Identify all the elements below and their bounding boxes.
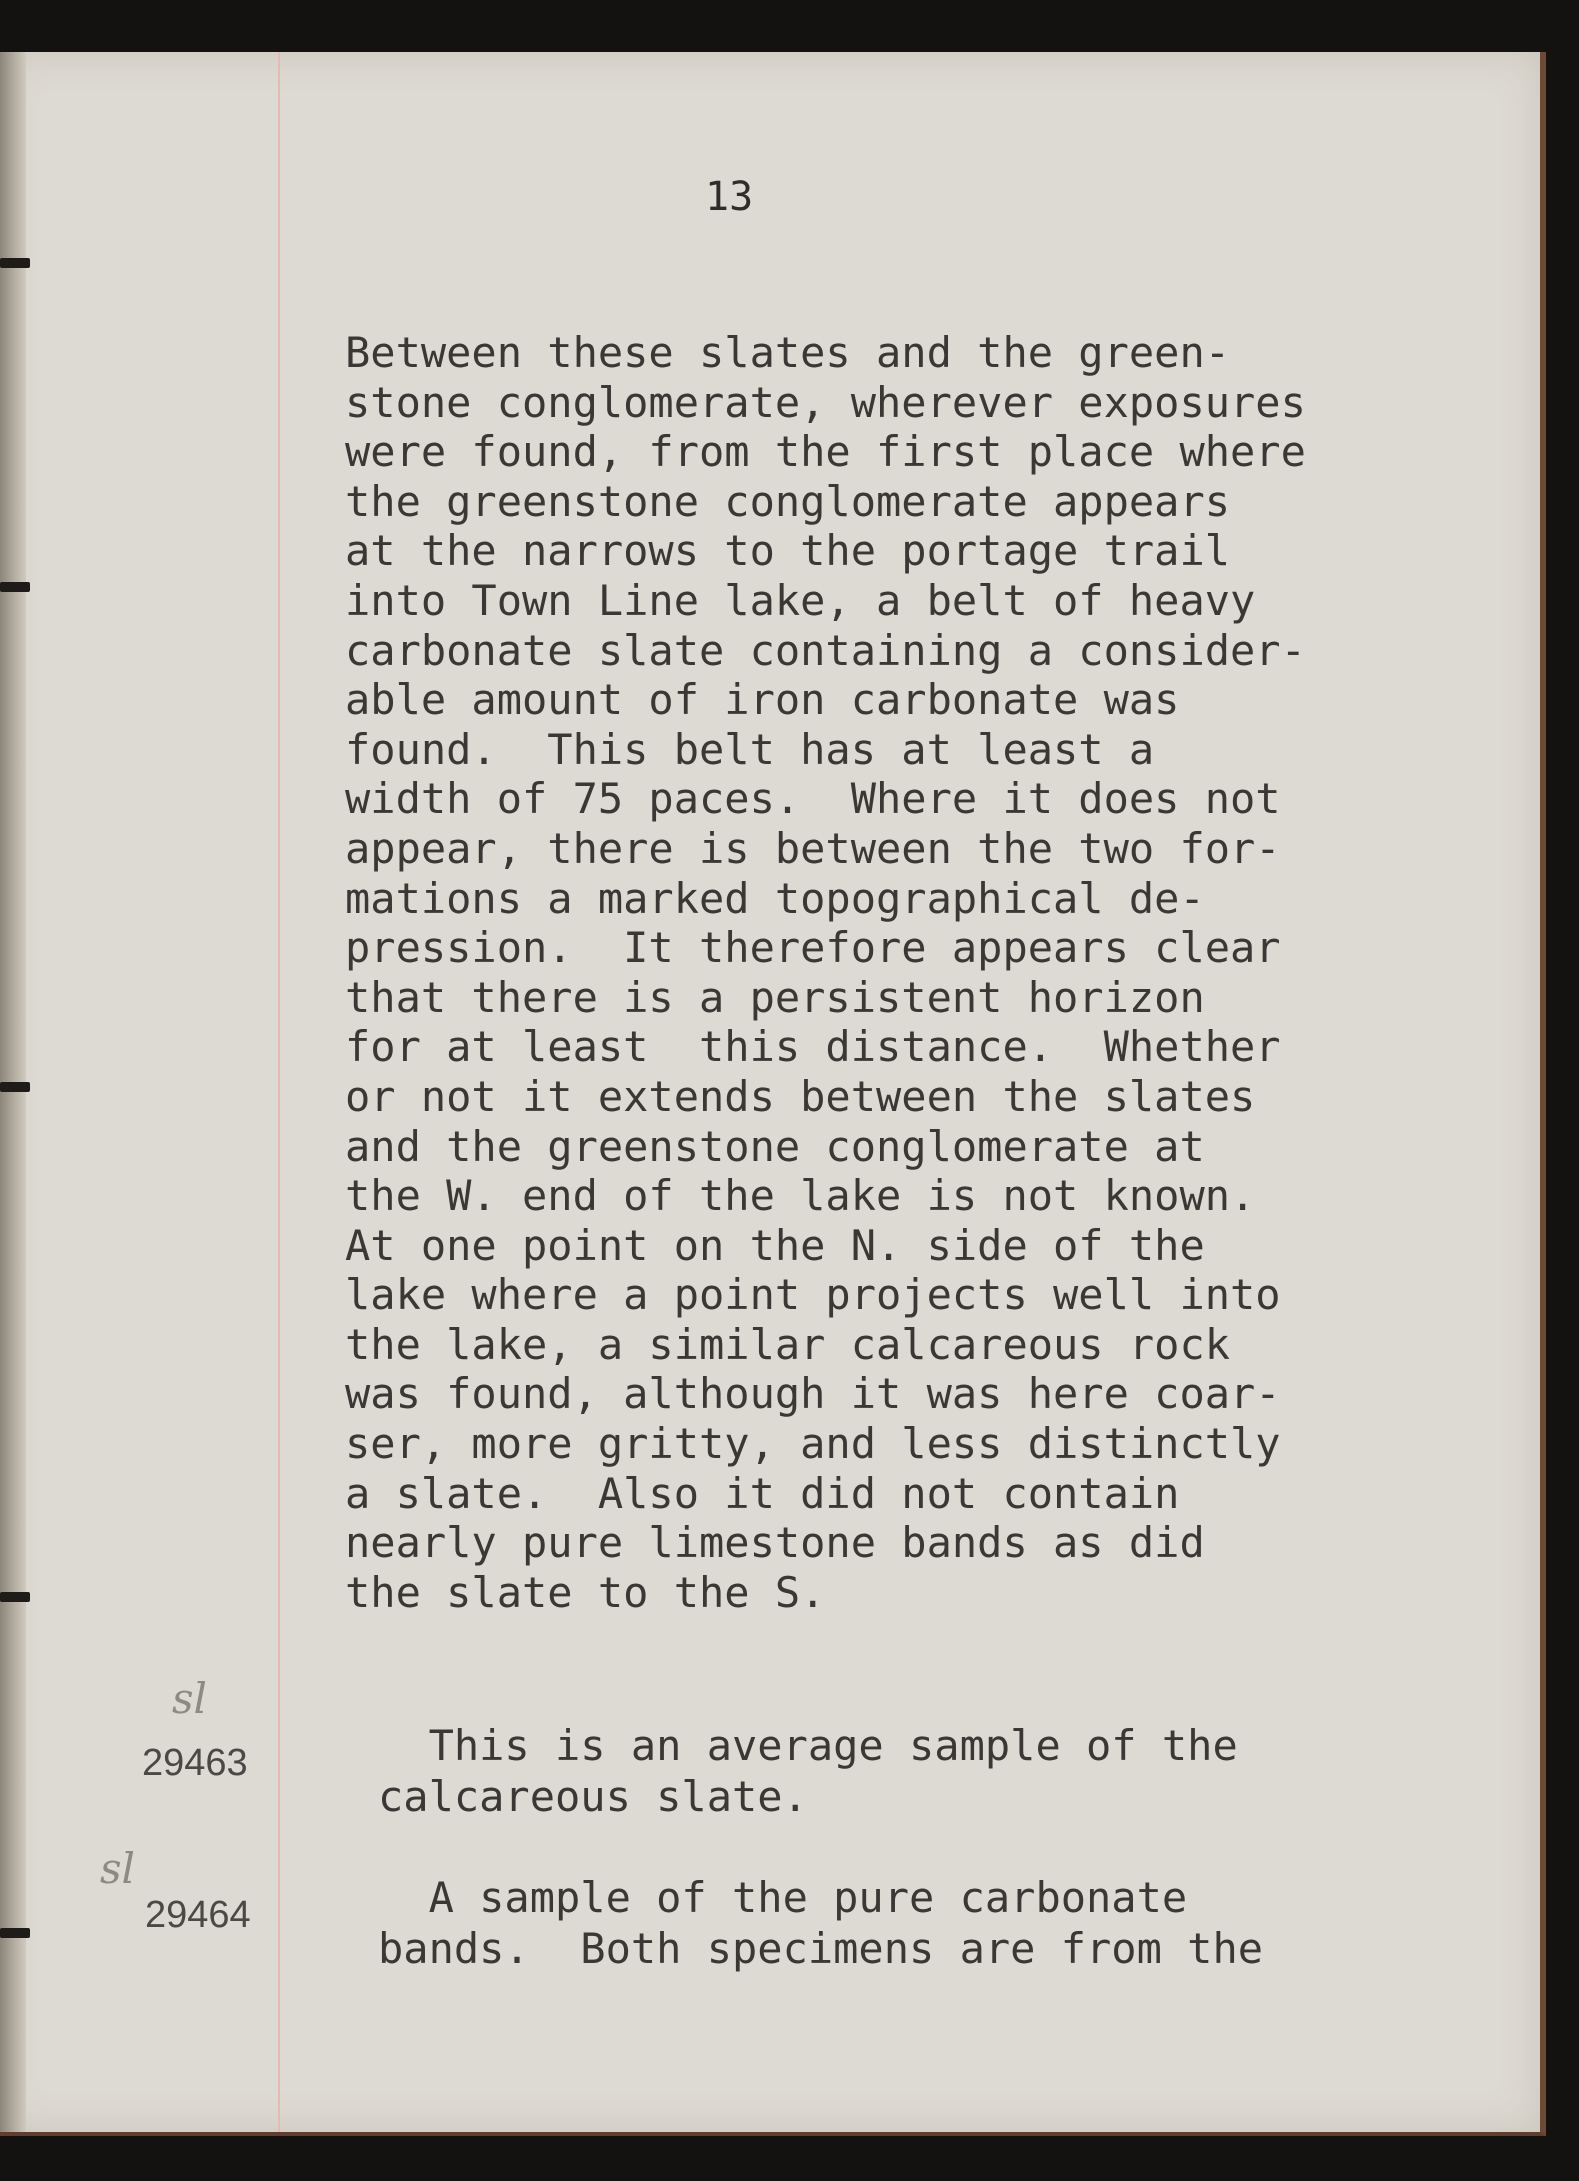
paragraph-line: was found, although it was here coar- xyxy=(345,1369,1281,1419)
specimen-number: 29463 xyxy=(142,1742,248,1784)
paragraph-line: ser, more gritty, and less distinctly xyxy=(345,1419,1281,1469)
paragraph-line: were found, from the first place where xyxy=(345,427,1306,477)
page-sheet xyxy=(0,52,1546,2136)
binder-ring-icon xyxy=(0,582,30,592)
specimen-description: A sample of the pure carbonate bands. Both specimens are from the xyxy=(378,1873,1264,1973)
paragraph-line: lake where a point projects well into xyxy=(345,1270,1281,1320)
paragraph-line: and the greenstone conglomerate at xyxy=(345,1121,1205,1171)
main-paragraph xyxy=(345,328,1306,1617)
paragraph-line: the greenstone conglomerate appears xyxy=(345,476,1231,526)
paragraph-line: the W. end of the lake is not known. xyxy=(345,1171,1256,1221)
paragraph-line: able amount of iron carbonate was xyxy=(345,675,1180,725)
paragraph-line: appear, there is between the two for- xyxy=(345,823,1281,873)
paragraph-line: Between these slates and the green- xyxy=(345,328,1231,377)
paragraph-line: a slate. Also it did not contain xyxy=(345,1468,1180,1518)
paragraph-line: stone conglomerate, wherever exposures xyxy=(345,377,1306,427)
paragraph-line: that there is a persistent horizon xyxy=(345,972,1205,1022)
specimen-description: This is an average sample of the calcareous slate. xyxy=(378,1721,1238,1821)
paragraph-line: or not it extends between the slates xyxy=(345,1071,1256,1121)
notebook-binding xyxy=(0,52,26,2132)
margin-annotation: sl xyxy=(100,1844,135,1893)
specimen-number: 29464 xyxy=(145,1894,251,1936)
page-number: 13 xyxy=(705,174,754,220)
paragraph-line: the slate to the S. xyxy=(345,1567,826,1617)
paragraph-line: at the narrows to the portage trail xyxy=(345,526,1231,576)
paragraph-line: for at least this distance. Whether xyxy=(345,1022,1281,1072)
binder-ring-icon xyxy=(0,1082,30,1092)
paragraph-line: found. This belt has at least a xyxy=(345,724,1155,774)
binder-ring-icon xyxy=(0,258,30,268)
margin-rule xyxy=(278,52,280,2132)
paragraph-line: into Town Line lake, a belt of heavy xyxy=(345,575,1256,625)
paragraph-line: At one point on the N. side of the xyxy=(345,1220,1205,1270)
paragraph-line: pression. It therefore appears clear xyxy=(345,923,1281,973)
margin-annotation: sl xyxy=(172,1674,207,1723)
binder-ring-icon xyxy=(0,1928,30,1938)
paragraph-line: mations a marked topographical de- xyxy=(345,873,1205,923)
paragraph-line: carbonate slate containing a consider- xyxy=(345,625,1306,675)
paragraph-line: nearly pure limestone bands as did xyxy=(345,1518,1205,1568)
binder-ring-icon xyxy=(0,1592,30,1602)
paragraph-line: the lake, a similar calcareous rock xyxy=(345,1319,1231,1369)
paragraph-line: width of 75 paces. Where it does not xyxy=(345,774,1281,824)
